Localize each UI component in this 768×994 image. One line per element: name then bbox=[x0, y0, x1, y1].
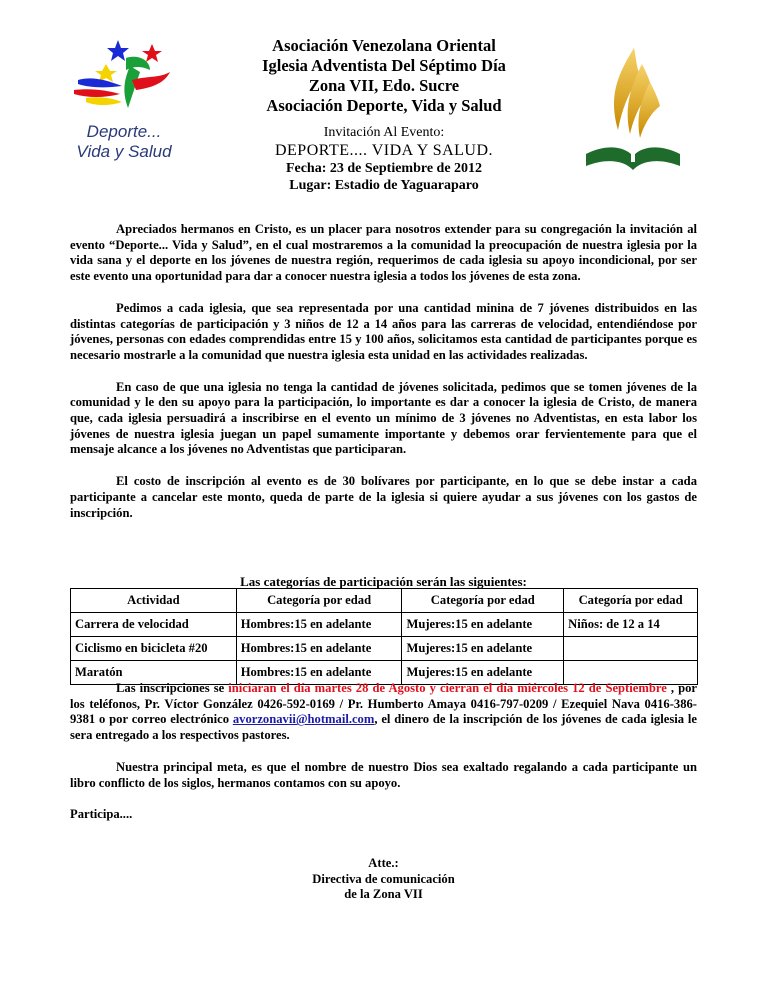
table-header-cell: Categoría por edad bbox=[564, 589, 698, 613]
invitation-block bbox=[180, 124, 588, 194]
closing-text: Participa.... bbox=[70, 807, 133, 822]
header-line-4: Asociación Deporte, Vida y Salud bbox=[266, 96, 502, 115]
flame-bible-icon bbox=[578, 44, 688, 179]
logo-text-line1: Deporte... bbox=[86, 122, 162, 141]
table-cell: Maratón bbox=[71, 661, 237, 685]
paragraph-4: El costo de inscripción al evento es de 30 bolívares por participante, en lo que se debe instar a cada participante a cancelar este monto, queda de parte de la iglesia si quiere ayudar a sus jóvenes con los gastos de inscripción. bbox=[70, 474, 697, 520]
table-cell: Mujeres:15 en adelante bbox=[402, 613, 564, 637]
table-title: Las categorías de participación serán las siguientes: bbox=[240, 574, 527, 589]
logo-text-line2: Vida y Salud bbox=[76, 142, 172, 161]
table-cell: Hombres:15 en adelante bbox=[236, 661, 402, 685]
deporte-vida-salud-logo bbox=[66, 36, 182, 176]
event-name: DEPORTE.... VIDA Y SALUD. bbox=[274, 142, 494, 159]
paragraph-5-end: , el dinero de la inscripción de los jóvenes de cada iglesia le sera entregado a los respectivos pastores. bbox=[70, 712, 697, 743]
table-cell: Mujeres:15 en adelante bbox=[402, 637, 564, 661]
categories-table bbox=[70, 588, 698, 685]
table-header-cell: Categoría por edad bbox=[236, 589, 402, 613]
table-header-cell: Actividad bbox=[71, 589, 237, 613]
table-cell: Carrera de velocidad bbox=[71, 613, 237, 637]
paragraph-6: Nuestra principal meta, es que el nombre de nuestro Dios sea exaltado regalando a cada participante un libro conflicto de los siglos, hermanos contamos con su apoyo. bbox=[70, 759, 697, 790]
table-row bbox=[71, 613, 698, 637]
table-cell: Ciclismo en bicicleta #20 bbox=[71, 637, 237, 661]
table-cell bbox=[564, 637, 698, 661]
runner-stars-icon bbox=[66, 36, 182, 118]
table-header-row bbox=[71, 589, 698, 613]
event-place: Lugar: Estadio de Yaguaraparo bbox=[289, 178, 479, 193]
table-cell: Niños: de 12 a 14 bbox=[564, 613, 698, 637]
letterhead bbox=[180, 36, 588, 194]
header-line-3: Zona VII, Edo. Sucre bbox=[308, 76, 460, 95]
letter-body bbox=[70, 222, 697, 521]
paragraph-5-phones: , por los teléfonos, Pr. Víctor González 0426-592-0169 / Pr. Humberto Amaya 0416-797-0209 / Ezequiel Nava 0416-386-9381 o por correo electrónico bbox=[70, 681, 697, 727]
signature-line-3: de la Zona VII bbox=[344, 887, 423, 902]
table-cell: Mujeres:15 en adelante bbox=[402, 661, 564, 685]
letter-body-continued bbox=[70, 681, 697, 823]
adventist-flame-bible-logo bbox=[578, 44, 688, 179]
paragraph-5 bbox=[70, 681, 697, 744]
header-line-1: Asociación Venezolana Oriental bbox=[272, 36, 496, 55]
signature-line-1: Atte.: bbox=[368, 856, 399, 870]
invitation-title: Invitación Al Evento: bbox=[323, 125, 445, 140]
paragraph-1: Apreciados hermanos en Cristo, es un placer para nosotros extender para su congregación la invitación al evento “Deporte... Vida y Salud”, en el cual mostraremos a la comunidad la preocupación de nuestra iglesia por la vida sana y el deporte en los jóvenes de nuestra región, requerimos de cada iglesia su apoyo incondicional, por ser este evento una oportunidad para dar a conocer nuestra iglesia a todos los jóvenes de esta zona. bbox=[70, 222, 697, 284]
signature-block bbox=[70, 856, 697, 903]
email-link[interactable]: avorzonavii@hotmail.com bbox=[232, 712, 375, 727]
signature-line-2: Directiva de comunicación bbox=[312, 871, 455, 886]
registration-dates: iniciaran el día martes 28 de Agosto y cierran el día miércoles 12 de Septiembre bbox=[228, 681, 667, 695]
paragraph-2: Pedimos a cada iglesia, que sea representada por una cantidad minina de 7 jóvenes distribuidos en las distintas categorías de participación y 3 niños de 12 a 14 años para las carreras de velocidad, entendiéndose por jóvenes, personas con edades comprendidas entre 15 y 100 años, solicitamos esta cantidad de participantes porque es necesario mostrarle a la comunidad que nuestra iglesia esta unidad en las actividades realizadas. bbox=[70, 300, 697, 362]
table-cell: Hombres:15 en adelante bbox=[236, 613, 402, 637]
table-row bbox=[71, 637, 698, 661]
table-header-cell: Categoría por edad bbox=[402, 589, 564, 613]
event-date: Fecha: 23 de Septiembre de 2012 bbox=[285, 161, 483, 176]
paragraph-5-start: Las inscripciones se bbox=[116, 681, 229, 695]
table-cell: Hombres:15 en adelante bbox=[236, 637, 402, 661]
header-line-2: Iglesia Adventista Del Séptimo Día bbox=[262, 56, 506, 75]
paragraph-3: En caso de que una iglesia no tenga la cantidad de jóvenes solicitada, pedimos que se tomen jóvenes de la comunidad y le den su apoyo para la participación, lo importante es dar a conocer la iglesia de Cristo, de manera que, cada iglesia persuadirá a inscribirse en el evento un mínimo de 3 jóvenes no Adventistas, en esta labor los jóvenes de nuestra iglesia juegan un papel sumamente importante y debemos orar fervientemente para que el mensaje alcance a los jóvenes no Adventistas que participaran. bbox=[70, 379, 697, 457]
